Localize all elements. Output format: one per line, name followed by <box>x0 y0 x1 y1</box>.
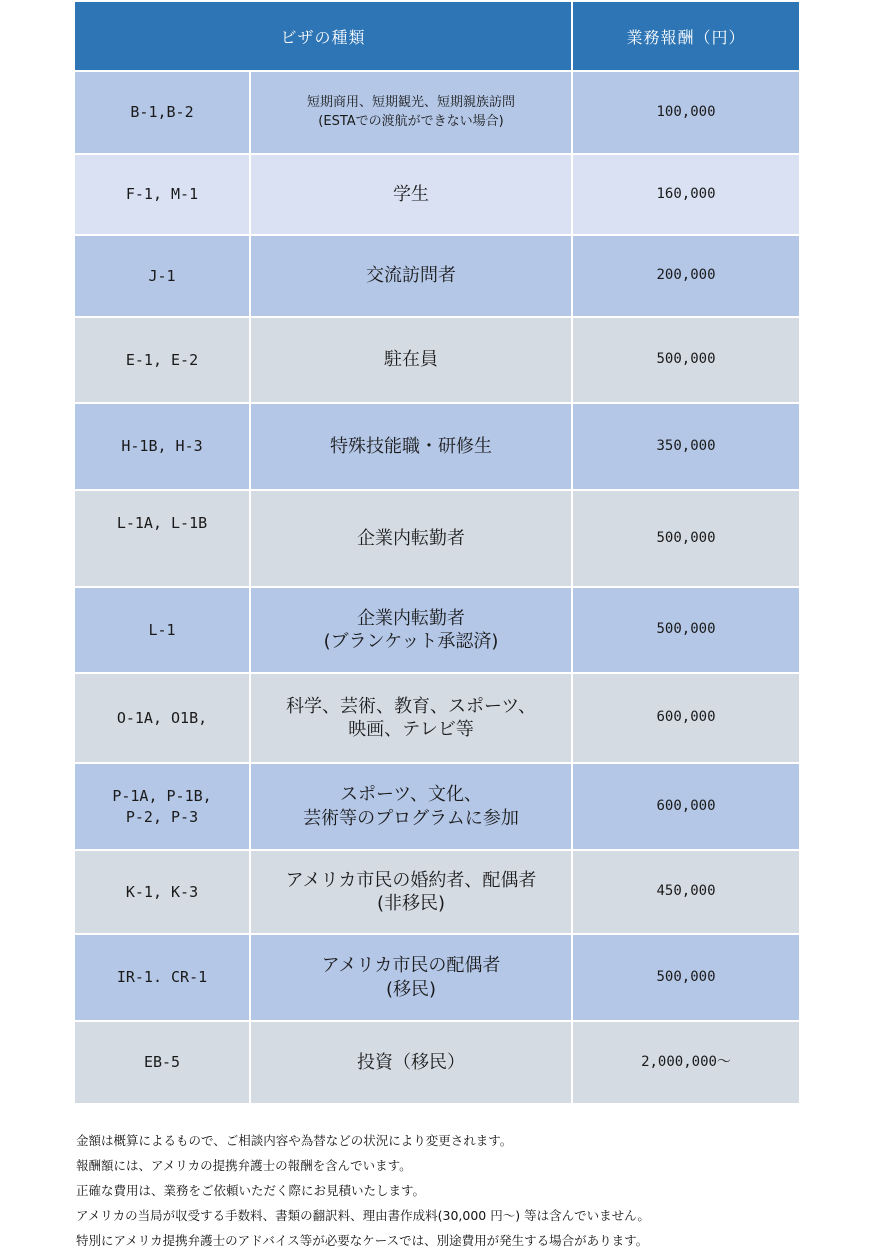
visa-description-note: 芸術等のプログラムに参加 <box>303 807 519 829</box>
visa-code: F-1, M-1 <box>125 185 199 203</box>
visa-description-note: (ブランケット承認済) <box>323 631 499 652</box>
visa-description-cell <box>250 934 572 1021</box>
table-row <box>74 587 800 673</box>
visa-description: 駐在員 <box>384 349 438 371</box>
visa-code: L-1 <box>148 620 176 639</box>
visa-code-cell <box>74 235 250 317</box>
note-item: 正確な費用は、業務をご依頼いただく際にお見積いたします。 <box>76 1183 426 1198</box>
header-fee: 業務報酬（円） <box>572 1 800 71</box>
visa-description-cell <box>250 587 572 673</box>
visa-description: 投資（移民） <box>357 1051 465 1073</box>
visa-code-cell <box>74 71 250 154</box>
fee-cell: 100,000 <box>572 71 800 154</box>
visa-code-cell <box>74 850 250 934</box>
visa-description: アメリカ市民の婚約者、配偶者 <box>285 869 537 891</box>
visa-description-note: 映画、テレビ等 <box>348 719 474 740</box>
visa-description-note: (非移民) <box>376 893 446 914</box>
visa-description: 短期商用、短期観光、短期親族訪問 <box>307 94 516 110</box>
visa-code-cell <box>74 490 250 587</box>
visa-description: 科学、芸術、教育、スポーツ、 <box>285 695 537 717</box>
fee-cell: 2,000,000～ <box>572 1021 800 1104</box>
fee-cell: 160,000 <box>572 154 800 235</box>
visa-description: スポーツ、文化、 <box>339 784 483 806</box>
visa-description-cell <box>250 154 572 235</box>
visa-description-cell <box>250 403 572 490</box>
visa-description: 学生 <box>393 183 429 205</box>
visa-code: E-1, E-2 <box>125 350 199 369</box>
fee-cell: 500,000 <box>572 934 800 1021</box>
header-visa-type: ビザの種類 <box>74 1 572 71</box>
visa-description: 企業内転勤者 <box>357 527 465 549</box>
fee-notes <box>76 1128 866 1253</box>
note-item: アメリカの当局が収受する手数料、書類の翻訳料、理由書作成料(30,000 円～) 等は含んでいません。 <box>76 1208 650 1223</box>
visa-code-cell <box>74 763 250 850</box>
fee-cell: 600,000 <box>572 673 800 763</box>
visa-code: IR-1. CR-1 <box>116 968 208 986</box>
fee-cell: 450,000 <box>572 850 800 934</box>
visa-description-cell <box>250 71 572 154</box>
visa-description: 交流訪問者 <box>366 265 456 287</box>
visa-code: O-1A, O1B, <box>116 708 208 727</box>
note-item: 金額は概算によるもので、ご相談内容や為替などの状況により変更されます。 <box>76 1133 513 1148</box>
visa-description-note: (ESTAでの渡航ができない場合) <box>318 113 504 129</box>
visa-code-cell <box>74 934 250 1021</box>
fee-cell: 350,000 <box>572 403 800 490</box>
visa-code-cell <box>74 1021 250 1104</box>
table-row <box>74 317 800 403</box>
visa-code-cell <box>74 587 250 673</box>
fee-cell: 500,000 <box>572 317 800 403</box>
table-row <box>74 763 800 850</box>
table-row <box>74 235 800 317</box>
visa-code: L-1A, L-1B <box>116 514 208 532</box>
visa-fee-table <box>73 0 801 1105</box>
visa-description: 企業内転勤者 <box>357 607 465 629</box>
fee-cell: 500,000 <box>572 490 800 587</box>
visa-code-cell <box>74 154 250 235</box>
visa-code-cell <box>74 317 250 403</box>
table-row <box>74 490 800 587</box>
fee-cell: 600,000 <box>572 763 800 850</box>
visa-code: EB-5 <box>143 1053 181 1071</box>
visa-description-cell <box>250 763 572 850</box>
table-header-row <box>74 1 800 71</box>
visa-code: P-1A, P-1B, <box>112 786 212 805</box>
visa-code-continued: P-2, P-3 <box>125 807 199 826</box>
visa-description-cell <box>250 1021 572 1104</box>
fee-cell: 200,000 <box>572 235 800 317</box>
visa-description-cell <box>250 235 572 317</box>
table-row <box>74 850 800 934</box>
table-row <box>74 1021 800 1104</box>
visa-code: K-1, K-3 <box>125 882 199 901</box>
visa-code: B-1,B-2 <box>130 103 194 121</box>
visa-description-note: (移民) <box>385 978 437 1000</box>
visa-description-cell <box>250 317 572 403</box>
visa-code: J-1 <box>148 266 176 285</box>
note-item: 特別にアメリカ提携弁護士のアドバイス等が必要なケースでは、別途費用が発生する場合があります。 <box>76 1233 649 1248</box>
visa-description-cell <box>250 490 572 587</box>
visa-description: アメリカ市民の配偶者 <box>321 955 501 977</box>
table-row <box>74 934 800 1021</box>
table-row <box>74 403 800 490</box>
visa-code-cell <box>74 673 250 763</box>
table-row <box>74 673 800 763</box>
fee-cell: 500,000 <box>572 587 800 673</box>
table-row <box>74 154 800 235</box>
visa-description-cell <box>250 850 572 934</box>
table-row <box>74 71 800 154</box>
visa-description-cell <box>250 673 572 763</box>
visa-description: 特殊技能職・研修生 <box>330 435 492 457</box>
visa-code: H-1B, H-3 <box>121 437 203 455</box>
visa-code-cell <box>74 403 250 490</box>
note-item: 報酬額には、アメリカの提携弁護士の報酬を含んでいます。 <box>76 1158 412 1173</box>
